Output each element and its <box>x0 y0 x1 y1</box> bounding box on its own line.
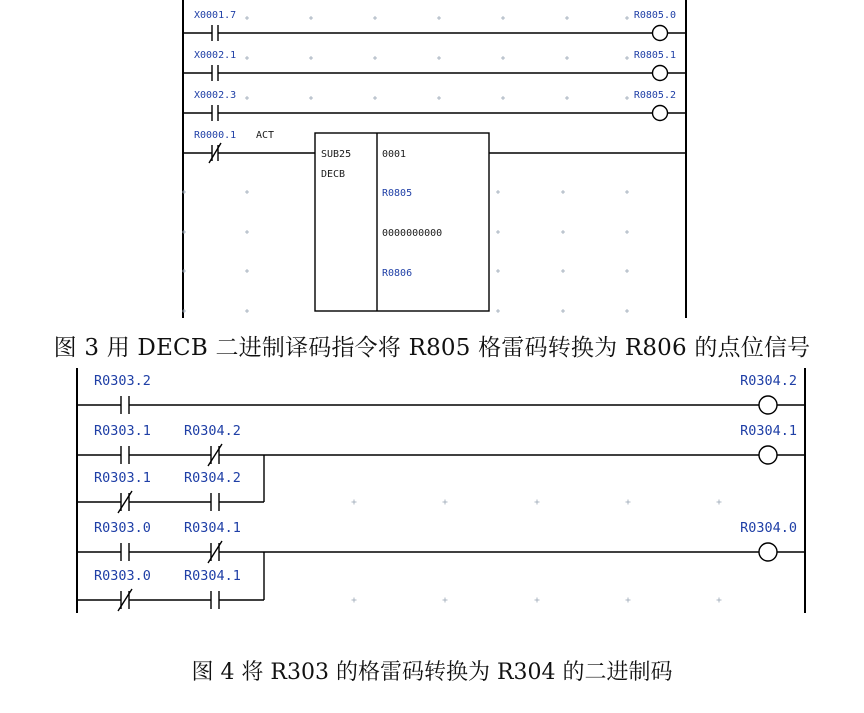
fig3-function-rung <box>183 133 686 311</box>
fig4-rung3-coil-symbol <box>759 543 777 561</box>
fig3-func-act-label: ACT <box>256 130 275 141</box>
figure-3-caption: 图 3 用 DECB 二进制译码指令将 R805 格雷码转换为 R806 的点位信号 <box>53 335 811 361</box>
fig4-rung-1 <box>77 396 805 414</box>
fig4-rung3-contact-b-label: R0304.1 <box>184 520 241 536</box>
fig3-func-param-code: 0000000000 <box>382 228 443 239</box>
fig3-func-param-source: R0805 <box>382 188 413 199</box>
fig3-func-mnemonic: DECB <box>321 169 346 180</box>
fig4-rung2-coil-label: R0304.1 <box>740 423 797 439</box>
fig4-rung2-coil-symbol <box>759 446 777 464</box>
fig4-rung3-coil-label: R0304.0 <box>740 520 797 536</box>
fig3-rung2-contact-label: X0002.1 <box>194 50 237 61</box>
fig3-rung-2 <box>183 65 686 81</box>
fig3-rung2-coil-label: R0805.1 <box>633 50 676 61</box>
fig4-rung1-coil-symbol <box>759 396 777 414</box>
fig3-rung1-coil-label: R0805.0 <box>633 10 676 21</box>
fig3-rung-1 <box>183 25 686 41</box>
fig4-grid-marks <box>352 500 722 603</box>
fig4-rung3-contact-a-label: R0303.0 <box>94 520 151 536</box>
fig4-rung2-contact-d-label: R0304.2 <box>184 470 241 486</box>
fig4-rung1-contact-a-label: R0303.2 <box>94 373 151 389</box>
fig3-rung3-coil-label: R0805.2 <box>633 90 676 101</box>
fig3-func-param-dest: R0806 <box>382 268 413 279</box>
fig3-rung2-coil-symbol <box>653 66 668 81</box>
fig4-rung1-coil-label: R0304.2 <box>740 373 797 389</box>
figure-4-caption: 图 4 将 R303 的格雷码转换为 R304 的二进制码 <box>191 660 673 685</box>
fig4-rung2-contact-b-label: R0304.2 <box>184 423 241 439</box>
figure-3-ladder <box>182 0 686 318</box>
fig3-labels <box>194 10 676 279</box>
fig3-rung1-contact-label: X0001.7 <box>194 10 237 21</box>
fig4-rung2-contact-a-label: R0303.1 <box>94 423 151 439</box>
fig3-rung3-coil-symbol <box>653 106 668 121</box>
fig4-rung3-contact-c-label: R0303.0 <box>94 568 151 584</box>
fig3-rung-3 <box>183 105 686 121</box>
fig3-func-name: SUB25 <box>321 149 352 160</box>
fig3-rung3-contact-label: X0002.3 <box>194 90 237 101</box>
fig3-func-param-format: 0001 <box>382 149 407 160</box>
fig4-rung2-contact-c-label: R0303.1 <box>94 470 151 486</box>
fig4-rung3-contact-d-label: R0304.1 <box>184 568 241 584</box>
fig3-func-contact-label: R0000.1 <box>194 130 237 141</box>
fig3-rung1-coil-symbol <box>653 26 668 41</box>
